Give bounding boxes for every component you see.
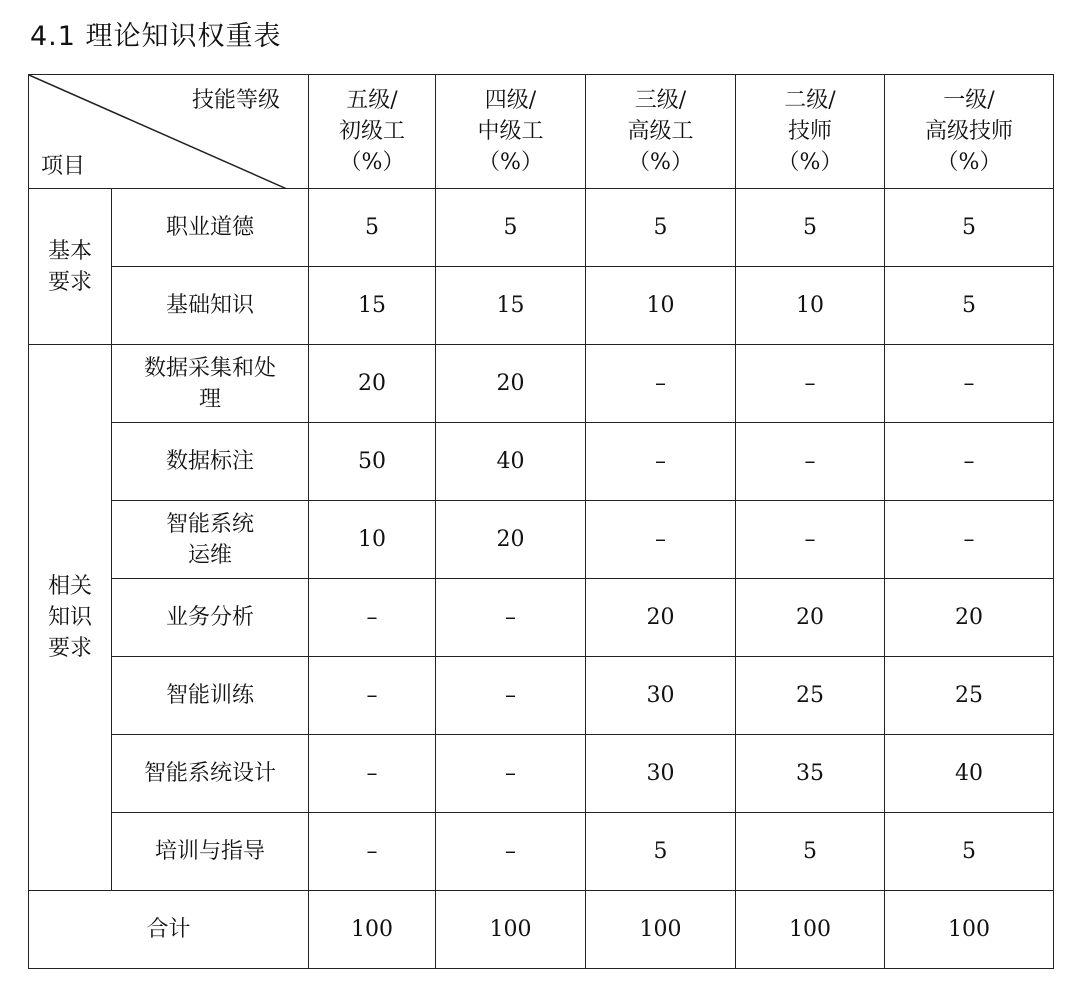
total-value-cell: 100 xyxy=(885,891,1054,969)
item-label: 培训与指导 xyxy=(112,813,309,891)
total-value-cell: 100 xyxy=(436,891,586,969)
page-title: 4.1 理论知识权重表 xyxy=(30,21,282,52)
table-row xyxy=(29,735,1054,813)
value-cell: – xyxy=(586,501,736,579)
value-cell: – xyxy=(736,501,885,579)
item-label: 智能系统 运维 xyxy=(112,501,309,579)
total-row xyxy=(29,891,1054,969)
value-cell: – xyxy=(736,423,885,501)
value-cell: 5 xyxy=(885,813,1054,891)
value-cell: 20 xyxy=(736,579,885,657)
value-cell: – xyxy=(309,579,436,657)
total-value-cell: 100 xyxy=(736,891,885,969)
value-cell: 5 xyxy=(885,267,1054,345)
corner-cell xyxy=(29,75,309,189)
table-row xyxy=(29,189,1054,267)
value-cell: – xyxy=(309,813,436,891)
value-cell: – xyxy=(885,345,1054,423)
value-cell: 20 xyxy=(885,579,1054,657)
level-header-1: 五级/ 初级工 （%） xyxy=(309,75,436,189)
value-cell: 5 xyxy=(736,189,885,267)
value-cell: 20 xyxy=(586,579,736,657)
value-cell: – xyxy=(736,345,885,423)
value-cell: 30 xyxy=(586,657,736,735)
level-header-5: 一级/ 高级技师 （%） xyxy=(885,75,1054,189)
value-cell: 40 xyxy=(885,735,1054,813)
total-label: 合计 xyxy=(29,891,309,969)
value-cell: – xyxy=(586,423,736,501)
table-row xyxy=(29,345,1054,423)
value-cell: 20 xyxy=(309,345,436,423)
value-cell: – xyxy=(309,657,436,735)
group-related-knowledge: 相关 知识 要求 xyxy=(29,345,112,891)
value-cell: 5 xyxy=(586,189,736,267)
table-row xyxy=(29,813,1054,891)
table-row xyxy=(29,501,1054,579)
value-cell: 35 xyxy=(736,735,885,813)
table-row xyxy=(29,657,1054,735)
item-label: 职业道德 xyxy=(112,189,309,267)
group-basic-requirements: 基本 要求 xyxy=(29,189,112,345)
value-cell: 10 xyxy=(736,267,885,345)
value-cell: 10 xyxy=(586,267,736,345)
value-cell: 40 xyxy=(436,423,586,501)
table-row xyxy=(29,423,1054,501)
value-cell: – xyxy=(436,813,586,891)
value-cell: 5 xyxy=(885,189,1054,267)
value-cell: 5 xyxy=(586,813,736,891)
item-label: 数据标注 xyxy=(112,423,309,501)
table-row xyxy=(29,267,1054,345)
value-cell: – xyxy=(436,579,586,657)
item-label: 基础知识 xyxy=(112,267,309,345)
total-value-cell: 100 xyxy=(586,891,736,969)
value-cell: – xyxy=(309,735,436,813)
value-cell: 10 xyxy=(309,501,436,579)
value-cell: – xyxy=(436,657,586,735)
value-cell: 15 xyxy=(436,267,586,345)
value-cell: 20 xyxy=(436,345,586,423)
value-cell: 50 xyxy=(309,423,436,501)
level-header-2: 四级/ 中级工 （%） xyxy=(436,75,586,189)
value-cell: – xyxy=(885,501,1054,579)
weight-table xyxy=(28,74,1054,969)
item-label: 智能系统设计 xyxy=(112,735,309,813)
table-row xyxy=(29,579,1054,657)
item-label: 智能训练 xyxy=(112,657,309,735)
value-cell: – xyxy=(436,735,586,813)
value-cell: – xyxy=(586,345,736,423)
item-label: 数据采集和处 理 xyxy=(112,345,309,423)
value-cell: 5 xyxy=(736,813,885,891)
header-row xyxy=(29,75,1054,189)
value-cell: 30 xyxy=(586,735,736,813)
value-cell: 25 xyxy=(885,657,1054,735)
value-cell: 15 xyxy=(309,267,436,345)
level-header-4: 二级/ 技师 （%） xyxy=(736,75,885,189)
corner-top-label: 技能等级 xyxy=(191,88,280,113)
value-cell: 25 xyxy=(736,657,885,735)
value-cell: 5 xyxy=(309,189,436,267)
corner-bottom-label: 项目 xyxy=(41,154,86,179)
level-header-3: 三级/ 高级工 （%） xyxy=(586,75,736,189)
total-value-cell: 100 xyxy=(309,891,436,969)
value-cell: 5 xyxy=(436,189,586,267)
value-cell: – xyxy=(885,423,1054,501)
item-label: 业务分析 xyxy=(112,579,309,657)
value-cell: 20 xyxy=(436,501,586,579)
